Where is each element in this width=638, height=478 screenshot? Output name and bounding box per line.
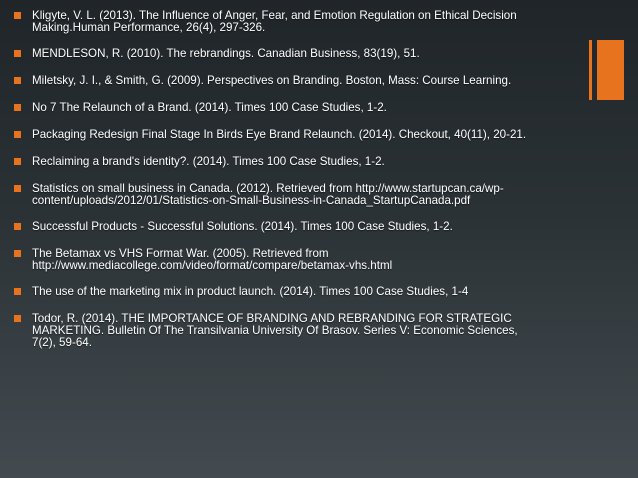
bullet-square-icon [14, 158, 21, 165]
accent-bar-thick [597, 40, 624, 100]
reference-item [14, 286, 574, 298]
accent-bar-thin [589, 40, 592, 100]
reference-item [14, 102, 574, 114]
reference-text: MENDLESON, R. (2010). The rebrandings. Canadian Business, 83(19), 51. [32, 47, 420, 60]
reference-text: Packaging Redesign Final Stage In Birds Eye Brand Relaunch. (2014). Checkout, 40(11), 20-21. [32, 128, 527, 141]
reference-text: Todor, R. (2014). THE IMPORTANCE OF BRANDING AND REBRANDING FOR STRATEGIC MARKETING. Bulletin Of The Transilvania University Of Brasov. Series V: Economic Sciences, 7(2), 59-64. [32, 312, 518, 349]
bullet-square-icon [14, 77, 21, 84]
reference-item [14, 221, 574, 233]
reference-item [14, 313, 574, 349]
reference-text: Statistics on small business in Canada. (2012). Retrieved from http://www.startupcan.ca/wp- content/uploads/2012/01/Statistics-on-Small-Business-in-Canada_StartupCanada.pdf [32, 182, 504, 207]
reference-list [14, 10, 574, 364]
reference-item [14, 48, 574, 60]
reference-item [14, 10, 574, 34]
reference-text: The use of the marketing mix in product launch. (2014). Times 100 Case Studies, 1-4 [32, 285, 469, 298]
bullet-square-icon [14, 131, 21, 138]
bullet-square-icon [14, 50, 21, 57]
reference-item [14, 75, 574, 87]
reference-item [14, 129, 574, 141]
reference-item [14, 156, 574, 168]
reference-text: Reclaiming a brand's identity?. (2014). Times 100 Case Studies, 1-2. [32, 155, 385, 168]
bullet-square-icon [14, 315, 21, 322]
reference-text: Kligyte, V. L. (2013). The Influence of Anger, Fear, and Emotion Regulation on Ethical Decision Making.Human Performance, 26(4), 297-326. [32, 9, 517, 34]
bullet-square-icon [14, 250, 21, 257]
bullet-square-icon [14, 223, 21, 230]
reference-text: No 7 The Relaunch of a Brand. (2014). Times 100 Case Studies, 1-2. [32, 101, 387, 114]
reference-text: Successful Products - Successful Solutions. (2014). Times 100 Case Studies, 1-2. [32, 220, 453, 233]
bullet-square-icon [14, 185, 21, 192]
bullet-square-icon [14, 12, 21, 19]
reference-item [14, 248, 574, 272]
reference-text: The Betamax vs VHS Format War. (2005). Retrieved from http://www.mediacollege.com/video/format/compare/betamax-vhs.html [32, 247, 393, 272]
bullet-square-icon [14, 288, 21, 295]
reference-text: Miletsky, J. I., & Smith, G. (2009). Perspectives on Branding. Boston, Mass: Course Learning. [32, 74, 512, 87]
bullet-square-icon [14, 104, 21, 111]
reference-item [14, 183, 574, 207]
